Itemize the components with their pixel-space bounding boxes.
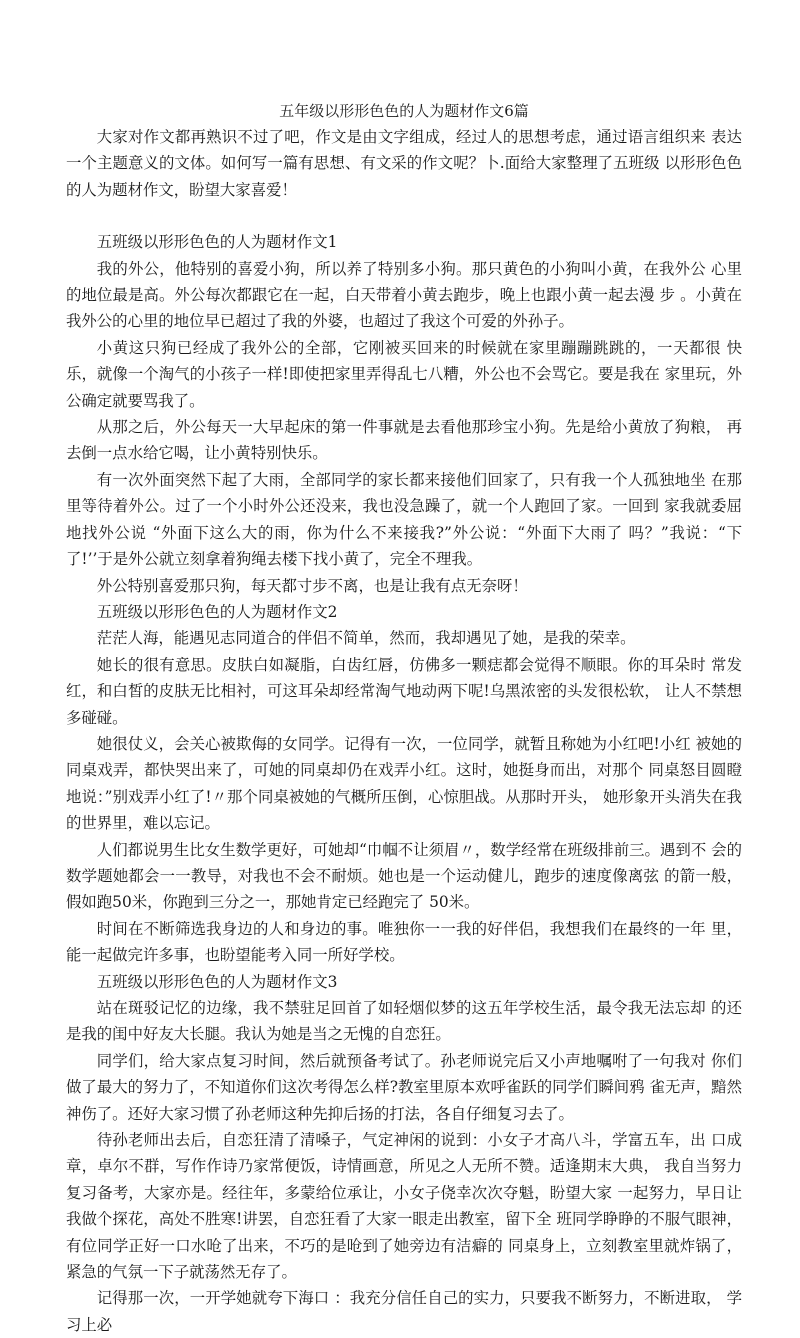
body-paragraph: 外公特别喜爱那只狗，每天都寸步不离，也是让我有点无奈呀！	[96, 576, 528, 595]
section-heading: 五班级以形形色色的人为题材作文1	[96, 233, 338, 252]
document-page	[66, 98, 742, 1338]
body-paragraph: 小黄这只狗已经成了我外公的全部，它刚被买回来的时候就在家里蹦蹦跳跳的，一天都很 快乐，就像一个淘气的小孩子一样!即使把家里弄得乱七八糟，外公也不会骂它。要是我在 家里玩，外公确定就要骂我了。	[66, 338, 742, 410]
body-paragraph: 人们都说男生比女生数学更好，可她却“巾帼不让须眉〃，数学经常在班级排前三。遇到不 会的数学题她都会一一教导，对我也不会不耐烦。她也是一个运动健儿，跑步的速度像离弦 的箭一般，假如跑50米，你跑到三分之一，那她肯定已经跑完了 50米。	[66, 840, 742, 912]
body-paragraph: 她很仗义，会关心被欺侮的女同学。记得有一次，一位同学，就暂且称她为小红吧!小红 被她的同桌戏弄，都快哭出来了，可她的同桌却仍在戏弄小红。这时，她挺身而出，对那个 同桌怒目圆瞪地说：”别戏弄小红了!〃那个同桌被她的气概所压倒，心惊胆战。从那时开头， 她形象开头消失在我的世界里，难以忘记。	[66, 734, 742, 833]
body-paragraph: 待孙老师出去后，自恋狂清了清嗓子，气定神闲的说到：小女子才高八斗，学富五车，出 口成章，卓尔不群，写作作诗乃家常便饭，诗情画意，所见之人无所不赞。适逢期末大典， 我自当努力复习备考，大家亦是。经往年，多蒙给位承让，小女子侥幸次次夺魁，盼望大家 一起努力，早日让我做个探花，高处不胜寒!讲罢，自恋狂看了大家一眼走出教室，留下全 班同学睁睁的不服气眼神，有位同学正好一口水呛了出来，不巧的是呛到了她旁边有洁癖的 同桌身上，立刻教室里就炸锅了，紧急的气氛一下子就荡然无存了。	[66, 1131, 742, 1282]
body-paragraph: 她长的很有意思。皮肤白如凝脂，白齿红唇，仿佛多一颗痣都会觉得不顺眼。你的耳朵时 常发红，和白皙的皮肤无比相衬，可这耳朵却经常淘气地动两下呢!乌黑浓密的头发很松软， 让人不禁想多碰碰。	[66, 655, 742, 727]
body-paragraph: 有一次外面突然下起了大雨，全部同学的家长都来接他们回家了，只有我一个人孤独地坐 在那里等待着外公。过了一个小时外公还没来，我也没急躁了，就一个人跑回了家。一回到 家我就委屈地找外公说 “外面下这么大的雨，你为什么不来接我?”外公说：“外面下大雨了 吗？”我说：“下了!’’于是外公就立刻拿着狗绳去楼下找小黄了，完全不理我。	[66, 470, 742, 569]
intro-paragraph: 大家对作文都再熟识不过了吧，作文是由文字组成，经过人的思想考虑，通过语言组织来 表达一个主题意义的文体。如何写一篇有思想、有文采的作文呢？卜.面给大家整理了五班级 以形形色色的人为题材作文，盼望大家喜爱！	[66, 128, 742, 199]
section-heading: 五班级以形形色色的人为题材作文2	[96, 602, 338, 621]
body-paragraph: 时间在不断筛选我身边的人和身边的事。唯独你一一我的好伴侣，我想我们在最终的一年 里，能一起做完许多事，也盼望能考入同一所好学校。	[66, 919, 742, 965]
body-paragraph: 茫茫人海，能遇见志同道合的伴侣不简单，然而，我却遇见了她，是我的荣幸。	[96, 629, 636, 648]
document-title: 五年级以形形色色的人为题材作文6篇	[279, 102, 529, 120]
body-paragraph: 同学们，给大家点复习时间，然后就预备考试了。孙老师说完后又小声地嘱咐了一句我对 你们做了最大的努力了，不知道你们这次考得怎么样?教室里原本欢呼雀跃的同学们瞬间鸦 雀无声，黯然神伤了。还好大家习惯了孙老师这种先抑后扬的打法，各自仔细复习去了。	[66, 1051, 742, 1123]
section-heading: 五班级以形形色色的人为题材作文3	[96, 972, 338, 991]
blank-line	[66, 203, 742, 229]
body-paragraph: 站在斑驳记忆的边缘，我不禁驻足回首了如轻烟似梦的这五年学校生活，最令我无法忘却 的还是我的闺中好友大长腿。我认为她是当之无愧的自恋狂。	[66, 999, 742, 1044]
body-paragraph: 记得那一次，一开学她就夸下海口 ：我充分信任自己的实力，只要我不断努力，不断进取， 学习上必	[66, 1289, 742, 1334]
body-paragraph: 从那之后，外公每天一大早起床的第一件事就是去看他那珍宝小狗。先是给小黄放了狗粮， 再去倒一点水给它喝，让小黄特别快乐。	[66, 418, 742, 463]
body-paragraph: 我的外公，他特别的喜爱小狗，所以养了特别多小狗。那只黄色的小狗叫小黄，在我外公 心里的地位最是高。外公每次都跟它在一起，白天带着小黄去跑步，晚上也跟小黄一起去漫 步 。小黄在我外公的心里的地位早已超过了我的外婆，也超过了我这个可爱的外孙子。	[66, 259, 742, 331]
